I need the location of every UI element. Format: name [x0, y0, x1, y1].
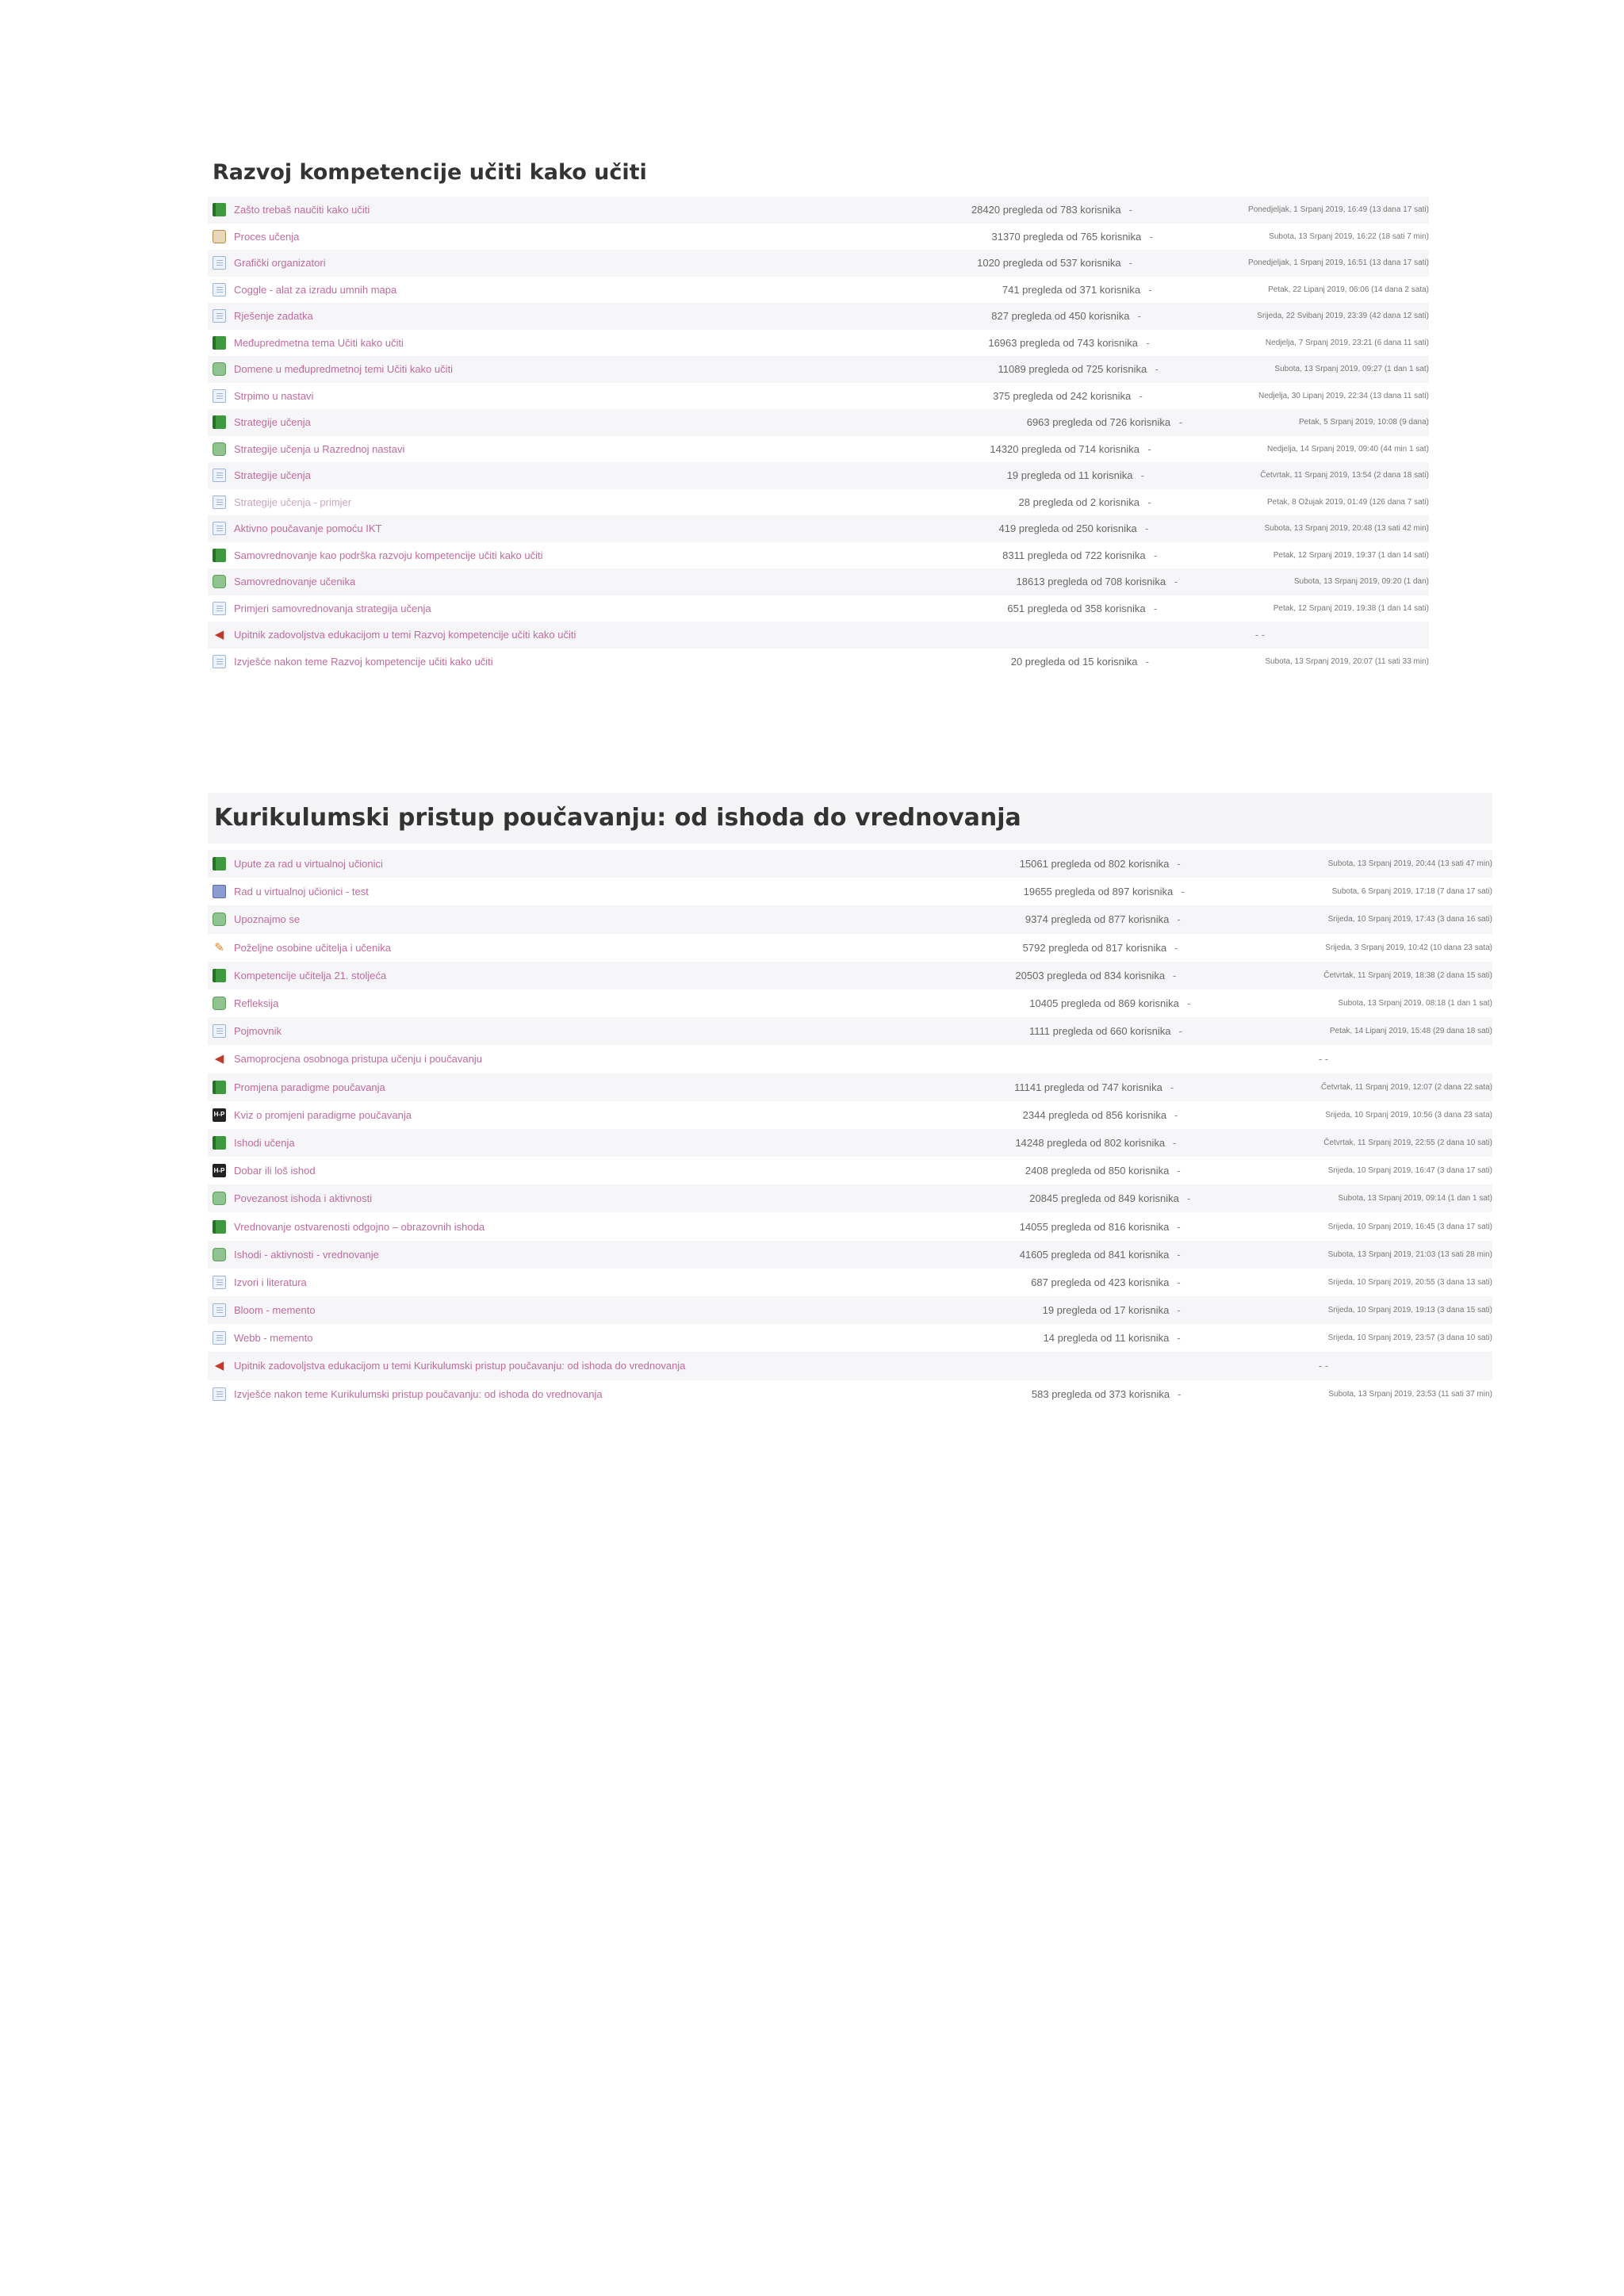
page-icon — [213, 1387, 226, 1401]
activity-row — [208, 989, 1492, 1017]
activity-row — [208, 962, 1492, 989]
last-access-time: Subota, 13 Srpanj 2019, 21:03 (13 sati 28 min) — [1327, 1249, 1492, 1259]
separator: - — [1177, 858, 1181, 871]
activity-row — [208, 1352, 1492, 1380]
views-count: 583 pregleda od 373 korisnika — [1031, 1387, 1170, 1400]
separator: - — [1170, 1081, 1174, 1093]
views-count: 28 pregleda od 2 korisnika — [1018, 496, 1139, 508]
separator: - — [1178, 416, 1183, 429]
activity-link[interactable]: Upitnik zadovoljstva edukacijom u temi Kurikulumski pristup poučavanju: od ishoda do vrednovanja — [234, 1360, 686, 1372]
activity-row — [208, 1324, 1492, 1352]
activity-row — [208, 1157, 1492, 1184]
activity-link[interactable]: Strpimo u nastavi — [234, 389, 314, 402]
separator: - — [1128, 257, 1132, 270]
activity-link[interactable]: Zašto trebaš naučiti kako učiti — [234, 204, 370, 216]
separator: - — [1174, 1108, 1178, 1121]
activity-link[interactable]: Strategije učenja u Razrednoj nastavi — [234, 442, 405, 455]
activity-row — [208, 1296, 1492, 1324]
activity-list — [208, 850, 1492, 1408]
activity-row — [208, 1241, 1492, 1269]
activity-link[interactable]: Promjena paradigme poučavanja — [234, 1081, 385, 1093]
activity-row — [208, 1045, 1492, 1073]
book-icon — [213, 549, 226, 562]
separator: - — [1178, 1387, 1182, 1400]
activity-link[interactable]: Upitnik zadovoljstva edukacijom u temi Razvoj kompetencije učiti kako učiti — [234, 629, 576, 641]
views-count: 20845 pregleda od 849 korisnika — [1029, 1192, 1179, 1205]
forum-icon — [213, 1248, 226, 1261]
activity-link[interactable]: Aktivno poučavanje pomoću IKT — [234, 522, 382, 535]
views-count: 28420 pregleda od 783 korisnika — [971, 204, 1121, 216]
book-icon — [213, 1081, 226, 1094]
views-count: 15061 pregleda od 802 korisnika — [1019, 858, 1170, 871]
h5p-icon: H-P — [213, 1108, 226, 1122]
separator: - — [1147, 442, 1151, 455]
activity-link[interactable]: Ishodi - aktivnosti - vrednovanje — [234, 1248, 379, 1261]
activity-row — [208, 224, 1429, 251]
views-count: 2408 pregleda od 850 korisnika — [1025, 1165, 1170, 1177]
views-count: 11089 pregleda od 725 korisnika — [998, 363, 1147, 376]
separator: - — [1181, 886, 1185, 898]
last-access-time: Četvrtak, 11 Srpanj 2019, 13:54 (2 dana 18 sati) — [1260, 471, 1429, 480]
separator: - — [1177, 1165, 1181, 1177]
separator: - — [1186, 1192, 1191, 1205]
separator: - — [1148, 283, 1152, 296]
activity-row — [208, 1101, 1492, 1129]
section-title: Kurikulumski pristup poučavanju: od ishoda do vrednovanja — [208, 793, 1492, 844]
activity-link[interactable]: Samovrednovanje kao podrška razvoju kompetencije učiti kako učiti — [234, 549, 543, 561]
book-icon — [213, 857, 226, 871]
views-count: 827 pregleda od 450 korisnika — [991, 310, 1130, 323]
views-count: 8311 pregleda od 722 korisnika — [1002, 549, 1146, 561]
last-access-time: Subota, 13 Srpanj 2019, 20:07 (11 sati 33 min) — [1265, 656, 1429, 666]
quiz-icon — [213, 885, 226, 898]
activity-link[interactable]: Poželjne osobine učitelja i učenika — [234, 941, 392, 954]
activity-row — [208, 1269, 1492, 1296]
separator: - — [1139, 389, 1143, 402]
activity-row — [208, 1184, 1492, 1212]
page-icon — [213, 1303, 226, 1317]
last-access-time: Petak, 14 Lipanj 2019, 15:48 (29 dana 18 sati) — [1329, 1027, 1493, 1036]
separator: - — [1174, 576, 1178, 588]
activity-row — [208, 197, 1429, 224]
last-access-time: Subota, 13 Srpanj 2019, 20:48 (13 sati 42 min) — [1264, 524, 1429, 534]
last-access-time: Četvrtak, 11 Srpanj 2019, 22:55 (2 dana 10 sati) — [1323, 1138, 1492, 1147]
page-icon — [213, 1331, 226, 1345]
separator: - — [1153, 549, 1158, 561]
last-access-time: Srijeda, 10 Srpanj 2019, 10:56 (3 dana 23 sata) — [1325, 1110, 1492, 1119]
views-count: 687 pregleda od 423 korisnika — [1031, 1276, 1170, 1288]
views-count: 31370 pregleda od 765 korisnika — [991, 230, 1142, 243]
page-icon — [213, 655, 226, 668]
h5p-icon: H-P — [213, 1164, 226, 1177]
forum-icon — [213, 997, 226, 1010]
activity-link[interactable]: Izvješće nakon teme Kurikulumski pristup poučavanju: od ishoda do vrednovanja — [234, 1387, 603, 1400]
separator: - — [1137, 310, 1141, 323]
views-count: 14 pregleda od 11 korisnika — [1043, 1332, 1170, 1345]
activity-link[interactable]: Dobar ili loš ishod — [234, 1165, 316, 1177]
page-icon — [213, 389, 226, 403]
activity-row — [208, 489, 1429, 516]
activity-link[interactable]: Samovrednovanje učenika — [234, 576, 356, 588]
section-curriculum-approach — [208, 793, 1492, 1408]
activity-row — [208, 462, 1429, 489]
activity-row — [208, 356, 1429, 383]
activity-row — [208, 250, 1429, 277]
views-count: 14320 pregleda od 714 korisnika — [990, 442, 1139, 455]
activity-link[interactable]: Domene u međupredmetnoj temi Učiti kako učiti — [234, 363, 454, 376]
separator: - — [1177, 1332, 1181, 1345]
separator: - - — [1254, 629, 1266, 641]
activity-link[interactable]: Primjeri samovrednovanja strategija učenja — [234, 602, 431, 614]
separator: - — [1140, 469, 1145, 482]
separator: - — [1177, 913, 1181, 926]
activity-row — [208, 515, 1429, 542]
activity-link[interactable]: Proces učenja — [234, 230, 300, 243]
last-access-time: Petak, 5 Srpanj 2019, 10:08 (9 dana) — [1298, 418, 1429, 427]
activity-row — [208, 1212, 1492, 1240]
activity-link[interactable]: Povezanost ishoda i aktivnosti — [234, 1192, 373, 1205]
page-icon — [213, 496, 226, 509]
activity-link[interactable]: Međupredmetna tema Učiti kako učiti — [234, 336, 404, 349]
book-icon — [213, 969, 226, 982]
activity-row — [208, 303, 1429, 330]
views-count: 2344 pregleda od 856 korisnika — [1022, 1108, 1167, 1121]
last-access-time: Srijeda, 10 Srpanj 2019, 16:45 (3 dana 17 sati) — [1327, 1222, 1492, 1231]
views-count: 741 pregleda od 371 korisnika — [1002, 283, 1141, 296]
last-access-time: Nedjelja, 30 Lipanj 2019, 22:34 (13 dana 11 sati) — [1258, 391, 1429, 400]
last-access-time: Petak, 22 Lipanj 2019, 06:06 (14 dana 2 sata) — [1268, 285, 1429, 294]
separator: - — [1177, 1276, 1181, 1288]
activity-link[interactable]: Izvori i literatura — [234, 1276, 307, 1288]
activity-row — [208, 905, 1492, 933]
last-access-time: Subota, 13 Srpanj 2019, 09:20 (1 dan) — [1293, 577, 1429, 587]
edit-icon: ✎ — [214, 940, 224, 955]
activity-row — [208, 649, 1429, 675]
activity-link[interactable]: Kviz o promjeni paradigme poučavanja — [234, 1108, 412, 1121]
survey-icon: ◀ — [214, 1359, 224, 1373]
last-access-time: Subota, 13 Srpanj 2019, 20:44 (13 sati 47 min) — [1327, 859, 1492, 869]
separator: - — [1153, 602, 1158, 614]
forum-icon — [213, 1192, 226, 1205]
separator: - — [1177, 1248, 1181, 1261]
views-count: 19 pregleda od 17 korisnika — [1042, 1304, 1170, 1317]
views-count: 14248 pregleda od 802 korisnika — [1015, 1136, 1166, 1149]
separator: - - — [1318, 1360, 1329, 1372]
activity-list — [208, 197, 1429, 675]
activity-row — [208, 383, 1429, 410]
activity-link[interactable]: Rad u virtualnoj učionici - test — [234, 886, 369, 898]
activity-row — [208, 934, 1492, 962]
views-count: 41605 pregleda od 841 korisnika — [1019, 1248, 1170, 1261]
views-count: 10405 pregleda od 869 korisnika — [1029, 997, 1179, 1010]
last-access-time: Srijeda, 10 Srpanj 2019, 17:43 (3 dana 16 sati) — [1327, 915, 1492, 924]
last-access-time: Ponedjeljak, 1 Srpanj 2019, 16:49 (13 dana 17 sati) — [1248, 205, 1429, 215]
activity-link[interactable]: Ishodi učenja — [234, 1136, 295, 1149]
lesson-icon — [213, 230, 226, 243]
activity-row — [208, 1073, 1492, 1101]
activity-link[interactable]: Coggle - alat za izradu umnih mapa — [234, 283, 397, 296]
book-icon — [213, 336, 226, 350]
activity-link[interactable]: Upoznajmo se — [234, 913, 301, 926]
last-access-time: Srijeda, 10 Srpanj 2019, 16:47 (3 dana 17 sati) — [1327, 1166, 1492, 1176]
activity-link[interactable]: Refleksija — [234, 997, 279, 1010]
separator: - — [1155, 363, 1159, 376]
page-icon — [213, 309, 226, 323]
views-count: 375 pregleda od 242 korisnika — [993, 389, 1132, 402]
survey-icon: ◀ — [214, 628, 224, 642]
page-icon — [213, 469, 226, 482]
page-icon — [213, 522, 226, 535]
separator: - — [1147, 496, 1151, 508]
views-count: 11141 pregleda od 747 korisnika — [1014, 1081, 1162, 1093]
views-count: 1020 pregleda od 537 korisnika — [977, 257, 1121, 270]
last-access-time: Nedjelja, 14 Srpanj 2019, 09:40 (44 min 1 sat) — [1266, 444, 1429, 453]
activity-row — [208, 878, 1492, 905]
activity-row — [208, 850, 1492, 878]
book-icon — [213, 1136, 226, 1150]
survey-icon: ◀ — [214, 1052, 224, 1066]
activity-link[interactable]: Upute za rad u virtualnoj učionici — [234, 858, 383, 871]
last-access-time: Četvrtak, 11 Srpanj 2019, 18:38 (2 dana 15 sati) — [1323, 970, 1492, 980]
activity-row — [208, 595, 1429, 622]
last-access-time: Subota, 13 Srpanj 2019, 09:14 (1 dan 1 sat) — [1338, 1194, 1492, 1203]
last-access-time: Četvrtak, 11 Srpanj 2019, 12:07 (2 dana 22 sata) — [1320, 1082, 1492, 1092]
activity-row — [208, 1380, 1492, 1408]
page-icon — [213, 256, 226, 270]
views-count: 20503 pregleda od 834 korisnika — [1015, 969, 1166, 982]
section-learning-to-learn — [208, 149, 1429, 675]
separator: - - — [1318, 1053, 1329, 1066]
last-access-time: Petak, 12 Srpanj 2019, 19:38 (1 dan 14 sati) — [1273, 603, 1429, 613]
views-count: 18613 pregleda od 708 korisnika — [1016, 576, 1166, 588]
last-access-time: Srijeda, 22 Svibanj 2019, 23:39 (42 dana 12 sati) — [1257, 312, 1429, 321]
last-access-time: Subota, 13 Srpanj 2019, 23:53 (11 sati 37 min) — [1328, 1389, 1492, 1399]
activity-link[interactable]: Kompetencije učitelja 21. stoljeća — [234, 969, 387, 982]
activity-link[interactable]: Strategije učenja — [234, 416, 311, 429]
last-access-time: Petak, 8 Ožujak 2019, 01:49 (126 dana 7 sati) — [1266, 497, 1430, 507]
activity-link[interactable]: Pojmovnik — [234, 1025, 282, 1038]
separator: - — [1186, 997, 1191, 1010]
activity-link[interactable]: Izvješće nakon teme Razvoj kompetencije učiti kako učiti — [234, 655, 493, 668]
last-access-time: Subota, 13 Srpanj 2019, 16:22 (18 sati 7 min) — [1269, 232, 1429, 241]
views-count: 16963 pregleda od 743 korisnika — [988, 336, 1138, 349]
last-access-time: Petak, 12 Srpanj 2019, 19:37 (1 dan 14 sati) — [1273, 550, 1429, 560]
views-count: 419 pregleda od 250 korisnika — [998, 522, 1137, 535]
separator: - — [1173, 969, 1177, 982]
last-access-time: Ponedjeljak, 1 Srpanj 2019, 16:51 (13 dana 17 sati) — [1248, 258, 1429, 268]
activity-link[interactable]: Strategije učenja — [234, 469, 311, 482]
separator: - — [1177, 1304, 1181, 1317]
activity-link[interactable]: Bloom - memento — [234, 1304, 316, 1317]
views-count: 14055 pregleda od 816 korisnika — [1019, 1220, 1170, 1233]
activity-row — [208, 542, 1429, 569]
separator: - — [1149, 230, 1153, 243]
page-icon — [213, 283, 226, 297]
separator: - — [1173, 1136, 1177, 1149]
views-count: 20 pregleda od 15 korisnika — [1010, 655, 1138, 668]
activity-row — [208, 568, 1429, 595]
separator: - — [1177, 1220, 1181, 1233]
views-count: 19655 pregleda od 897 korisnika — [1023, 886, 1174, 898]
page-icon — [213, 602, 226, 615]
activity-link[interactable]: Rješenje zadatka — [234, 310, 313, 323]
separator: - — [1145, 522, 1149, 535]
views-count: 6963 pregleda od 726 korisnika — [1026, 416, 1171, 429]
last-access-time: Subota, 13 Srpanj 2019, 09:27 (1 dan 1 sat) — [1274, 365, 1429, 374]
last-access-time: Srijeda, 3 Srpanj 2019, 10:42 (10 dana 23 sata) — [1325, 943, 1492, 952]
activity-link[interactable]: Webb - memento — [234, 1332, 313, 1345]
page-icon — [213, 1024, 226, 1038]
separator: - — [1174, 941, 1178, 954]
views-count: 651 pregleda od 358 korisnika — [1007, 602, 1146, 614]
activity-row — [208, 622, 1429, 649]
views-count: 5792 pregleda od 817 korisnika — [1022, 941, 1167, 954]
book-icon — [213, 1220, 226, 1234]
views-count: 19 pregleda od 11 korisnika — [1006, 469, 1133, 482]
activity-link[interactable]: Vrednovanje ostvarenosti odgojno – obrazovnih ishoda — [234, 1220, 485, 1233]
forum-icon — [213, 575, 226, 588]
forum-icon — [213, 362, 226, 376]
last-access-time: Subota, 13 Srpanj 2019, 08:18 (1 dan 1 sat) — [1338, 999, 1492, 1008]
activity-row — [208, 277, 1429, 304]
activity-link[interactable]: Strategije učenja - primjer — [234, 496, 352, 508]
last-access-time: Srijeda, 10 Srpanj 2019, 23:57 (3 dana 10 sati) — [1327, 1334, 1492, 1343]
last-access-time: Subota, 6 Srpanj 2019, 17:18 (7 dana 17 sati) — [1331, 887, 1492, 897]
activity-row — [208, 436, 1429, 463]
section-title: Razvoj kompetencije učiti kako učiti — [213, 160, 647, 185]
forum-icon — [213, 442, 226, 456]
separator: - — [1146, 336, 1150, 349]
activity-link[interactable]: Grafički organizatori — [234, 257, 326, 270]
activity-link[interactable]: Samoprocjena osobnoga pristupa učenju i poučavanju — [234, 1053, 482, 1066]
separator: - — [1128, 204, 1132, 216]
activity-row — [208, 1017, 1492, 1045]
separator: - — [1145, 655, 1150, 668]
last-access-time: Nedjelja, 7 Srpanj 2019, 23:21 (6 dana 11 sati) — [1265, 338, 1429, 347]
last-access-time: Srijeda, 10 Srpanj 2019, 20:55 (3 dana 13 sati) — [1327, 1277, 1492, 1287]
activity-row — [208, 409, 1429, 436]
book-icon — [213, 203, 226, 216]
activity-row — [208, 330, 1429, 357]
book-icon — [213, 415, 226, 429]
activity-row — [208, 1129, 1492, 1157]
last-access-time: Srijeda, 10 Srpanj 2019, 19:13 (3 dana 15 sati) — [1327, 1306, 1492, 1315]
separator: - — [1178, 1025, 1182, 1038]
views-count: 1111 pregleda od 660 korisnika — [1029, 1025, 1171, 1038]
forum-icon — [213, 913, 226, 926]
views-count: 9374 pregleda od 877 korisnika — [1025, 913, 1170, 926]
page-icon — [213, 1276, 226, 1289]
